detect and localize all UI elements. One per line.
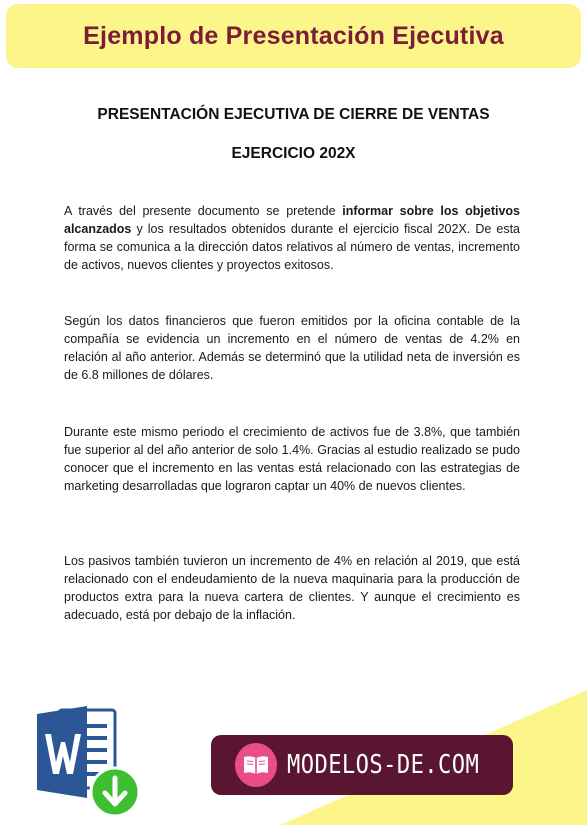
document-subtitle: EJERCICIO 202X [231, 145, 356, 162]
document-title: PRESENTACIÓN EJECUTIVA DE CIERRE DE VENTAS [97, 106, 490, 123]
paragraph-assets: Durante este mismo periodo el crecimiento de activos fue de 3.8%, que también fue superior al del año anterior de solo 1.4%. Gracias al estudio realizado se pudo conocer que el incremento en las ventas está relacionado con las estrategias de marketing desarrolladas que lograron captar un 40% de nuevos clientes. [64, 425, 520, 493]
paragraph-intro-text-end: y los resultados obtenidos durante el ejercicio fiscal 202X. De esta forma se comunica a la dirección datos relativos al número de ventas, incremento de activos, nuevos clientes y proyectos exitosos. [64, 222, 520, 272]
brand-logo[interactable] [211, 735, 513, 795]
paragraph-sales: Según los datos financieros que fueron emitidos por la oficina contable de la compañía se evidencia un incremento en el número de ventas de 4.2% en relación al año anterior. Además se determinó que la utilidad neta de inversión es de 6.8 millones de dólares. [64, 314, 520, 382]
paragraph-intro [64, 202, 520, 274]
paragraph-liabilities: Los pasivos también tuvieron un incremento de 4% en relación al 2019, que está relacionado con el endeudamiento de la nueva maquinaria para la producción de productos extra para la nueva cartera de clientes. Y aunque el crecimiento es adecuado, está por debajo de la inflación. [64, 554, 520, 622]
paragraph-intro-bold: informar sobre los objetivos alcanzados [64, 204, 520, 236]
header-title: Ejemplo de Presentación Ejecutiva [83, 21, 504, 50]
brand-name: MODELOS-DE.COM [286, 750, 480, 780]
book-icon [235, 743, 277, 787]
word-download-icon[interactable] [33, 700, 143, 820]
paragraph-intro-text: A través del presente documento se pretende [64, 204, 343, 218]
header-banner [6, 4, 581, 68]
